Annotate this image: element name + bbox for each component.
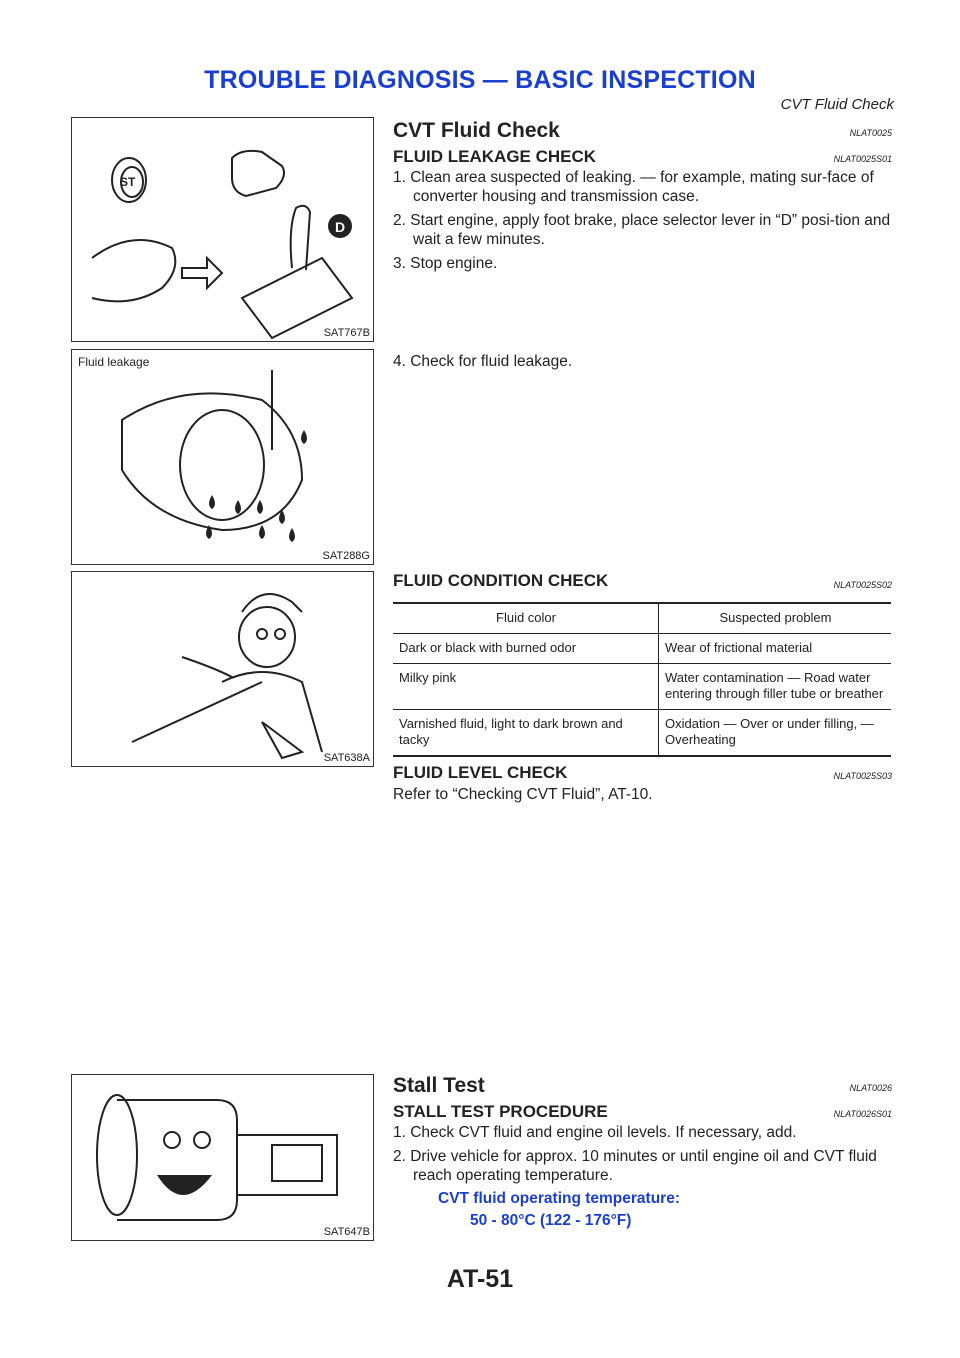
figure-sat638a [71,571,374,767]
figure-sat647b [71,1074,374,1241]
stall-step-1: 1. Check CVT fluid and engine oil levels. If necessary, add. [393,1124,797,1141]
step-3: 3. Stop engine. [393,255,498,272]
section-title-stall-test: Stall Test [393,1074,485,1097]
figure-caption: SAT647B [323,1226,370,1238]
subsection-title-condition: FLUID CONDITION CHECK [393,571,609,590]
stall-step-2: 2. Drive vehicle for approx. 10 minutes or until engine oil and CVT fluid reach operating temperature. [393,1148,877,1184]
subsection-title-stall-procedure: STALL TEST PROCEDURE [393,1102,608,1121]
ignition-illustration [72,118,373,341]
step-4: 4. Check for fluid leakage. [393,353,573,370]
subsection-code: NLAT0025S03 [833,771,892,781]
table-header-row [393,603,891,634]
table-header: Fluid color [393,603,659,634]
section-title-cvt-fluid-check: CVT Fluid Check [393,119,560,142]
table-header: Suspected problem [659,603,892,634]
table-cell: Milky pink [393,664,659,710]
figure-sat288g [71,349,374,565]
table-cell: Varnished fluid, light to dark brown and tacky [393,710,659,757]
section-code: NLAT0025 [849,128,892,138]
subsection-title-leakage: FLUID LEAKAGE CHECK [393,147,597,166]
figure-caption: SAT767B [323,327,370,339]
subsection-code: NLAT0026S01 [833,1109,892,1119]
table-cell: Wear of frictional material [659,634,892,664]
subsection-code: NLAT0025S01 [833,154,892,164]
spec-value: 50 - 80°C (122 - 176°F) [470,1212,632,1229]
table-cell: Water contamination — Road water entering through filler tube or breather [659,664,892,710]
page-number: AT-51 [446,1265,514,1293]
fluid-condition-illustration [72,572,373,766]
table-row [393,710,891,757]
fluid-leakage-illustration [72,350,373,564]
step-2: 2. Start engine, apply foot brake, place selector lever in “D” posi-tion and wait a few minutes. [393,212,891,248]
spec-label: CVT fluid operating temperature: [438,1190,680,1207]
table-row [393,634,891,664]
stall-test-illustration [72,1075,373,1240]
figure-label: Fluid leakage [78,355,150,369]
svg-text:D: D [335,219,346,235]
table-cell: Dark or black with burned odor [393,634,659,664]
step-1: 1. Clean area suspected of leaking. — for example, mating sur-face of converter housing and transmission case. [393,169,874,205]
table-cell: Oxidation — Over or under filling, — Overheating [659,710,892,757]
subsection-title-level: FLUID LEVEL CHECK [393,763,568,782]
section-code: NLAT0026 [849,1083,892,1093]
fluid-condition-table [393,602,891,757]
svg-text:ST: ST [120,175,136,189]
figure-sat767b [71,117,374,342]
page-header-title: TROUBLE DIAGNOSIS — BASIC INSPECTION [204,66,756,94]
level-check-text: Refer to “Checking CVT Fluid”, AT-10. [393,786,653,803]
figure-caption: SAT638A [323,752,370,764]
table-row [393,664,891,710]
subsection-code: NLAT0025S02 [833,580,892,590]
page-header-subtitle: CVT Fluid Check [780,96,894,113]
figure-caption: SAT288G [322,550,370,562]
